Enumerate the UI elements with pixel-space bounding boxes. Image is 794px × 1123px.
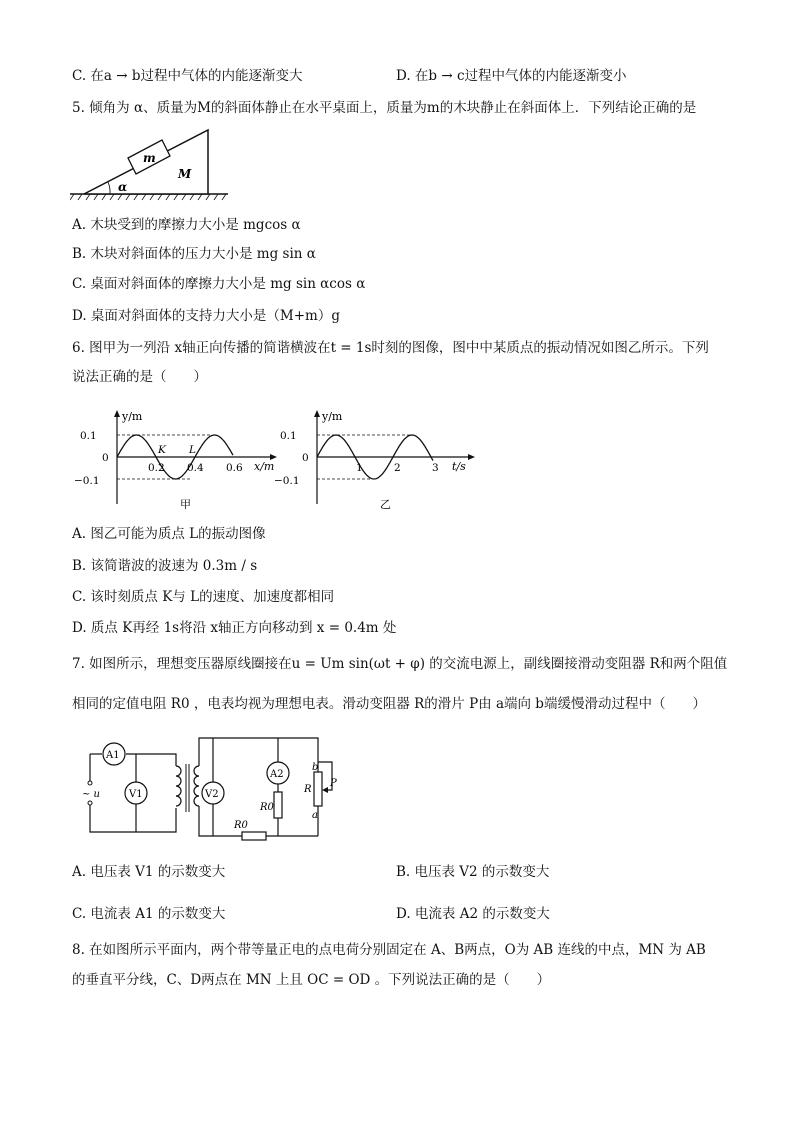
incline-figure (70, 124, 230, 206)
q5-option-c: C. 桌面对斜面体的摩擦力大小是 mg sin αcos α (72, 276, 366, 292)
q7-option-d: D. 电流表 A2 的示数变大 (396, 906, 550, 922)
yi-x-label: t/s (452, 460, 466, 473)
voltmeter-v1-label: V1 (129, 789, 143, 800)
source-label: ~ u (82, 789, 100, 800)
q6-stem-line2: 说法正确的是（ ） (72, 369, 207, 385)
voltmeter-v2-label: V2 (205, 789, 219, 800)
q5-option-d: D. 桌面对斜面体的支持力大小是（M+m）g (72, 308, 341, 324)
yi-y-tick-bottom: −0.1 (274, 475, 300, 487)
rheostat-r-label: R (304, 784, 312, 795)
q8-stem-line2: 的垂直平分线，C、D两点在 MN 上且 OC = OD 。下列说法正确的是（ ） (72, 972, 551, 988)
incline-label: M (178, 167, 192, 181)
terminal-b-label: b (312, 762, 319, 773)
ammeter-a1-label: A1 (106, 750, 120, 761)
q6-option-d: D. 质点 K再经 1s将沿 x轴正方向移动到 x = 0.4m 处 (72, 620, 397, 636)
jia-y-tick-top: 0.1 (80, 430, 97, 442)
slider-p-label: P (330, 778, 337, 789)
r0-right-label: R0 (260, 802, 274, 813)
q7-option-a: A. 电压表 V1 的示数变大 (72, 864, 226, 880)
q6-stem-line1: 6. 图甲为一列沿 x轴正向传播的简谐横波在t = 1s时刻的图像，图中中某质点的振动情况如图乙所示。下列 (72, 340, 709, 356)
jia-x-tick-3: 0.6 (226, 462, 243, 474)
q5-option-b: B. 木块对斜面体的压力大小是 mg sin α (72, 246, 316, 262)
yi-x-tick-3: 3 (432, 462, 439, 474)
q5-stem: 5. 倾角为 α、质量为M的斜面体静止在水平桌面上，质量为m的木块静止在斜面体上．下列结论正确的是 (72, 100, 697, 116)
jia-y-tick-bottom: −0.1 (74, 475, 100, 487)
jia-caption: 甲 (180, 498, 191, 511)
jia-y-tick-zero: 0 (102, 452, 109, 464)
q4-option-d: D. 在b → c过程中气体的内能逐渐变小 (396, 68, 627, 84)
q7-stem-line1: 7. 如图所示，理想变压器原线圈接在u = Um sin(ωt + φ) 的交流电源上，副线圈接滑动变阻器 R和两个阻值 (72, 656, 728, 672)
point-l-label: L (189, 444, 196, 456)
r0-bottom-label: R0 (234, 820, 248, 831)
block-label: m (143, 151, 156, 165)
q6-option-a: A. 图乙可能为质点 L的振动图像 (72, 526, 266, 542)
angle-label: α (118, 180, 128, 194)
q6-option-b: B. 该简谐波的波速为 0.3m / s (72, 558, 258, 574)
yi-x-tick-1: 1 (356, 462, 363, 474)
jia-y-label: y/m (122, 410, 143, 423)
q7-option-c: C. 电流表 A1 的示数变大 (72, 906, 226, 922)
wave-graph-jia (72, 408, 282, 516)
q7-option-b: B. 电压表 V2 的示数变大 (396, 864, 550, 880)
ammeter-a2-label: A2 (270, 769, 284, 780)
point-k-label: K (158, 444, 166, 456)
terminal-a-label: a (312, 810, 318, 821)
yi-x-tick-2: 2 (394, 462, 401, 474)
transformer-circuit (78, 728, 368, 846)
q4-option-c: C. 在a → b过程中气体的内能逐渐变大 (72, 68, 303, 84)
q7-stem-line2: 相同的定值电阻 R0 ，电表均视为理想电表。滑动变阻器 R的滑片 P由 a端向 b端缓慢滑动过程中（ ） (72, 696, 706, 712)
yi-y-tick-zero: 0 (302, 452, 309, 464)
wave-graph-yi (272, 408, 482, 516)
q6-option-c: C. 该时刻质点 K与 L的速度、加速度都相同 (72, 589, 335, 605)
jia-x-tick-1: 0.2 (148, 462, 165, 474)
q8-stem-line1: 8. 在如图所示平面内，两个带等量正电的点电荷分别固定在 A、B两点，O为 AB 连线的中点，MN 为 AB (72, 942, 706, 958)
yi-y-label: y/m (322, 410, 343, 423)
yi-caption: 乙 (380, 498, 391, 511)
jia-x-tick-2: 0.4 (187, 462, 204, 474)
yi-y-tick-top: 0.1 (280, 430, 297, 442)
q5-option-a: A. 木块受到的摩擦力大小是 mgcos α (72, 217, 301, 233)
jia-x-label: x/m (254, 460, 275, 473)
